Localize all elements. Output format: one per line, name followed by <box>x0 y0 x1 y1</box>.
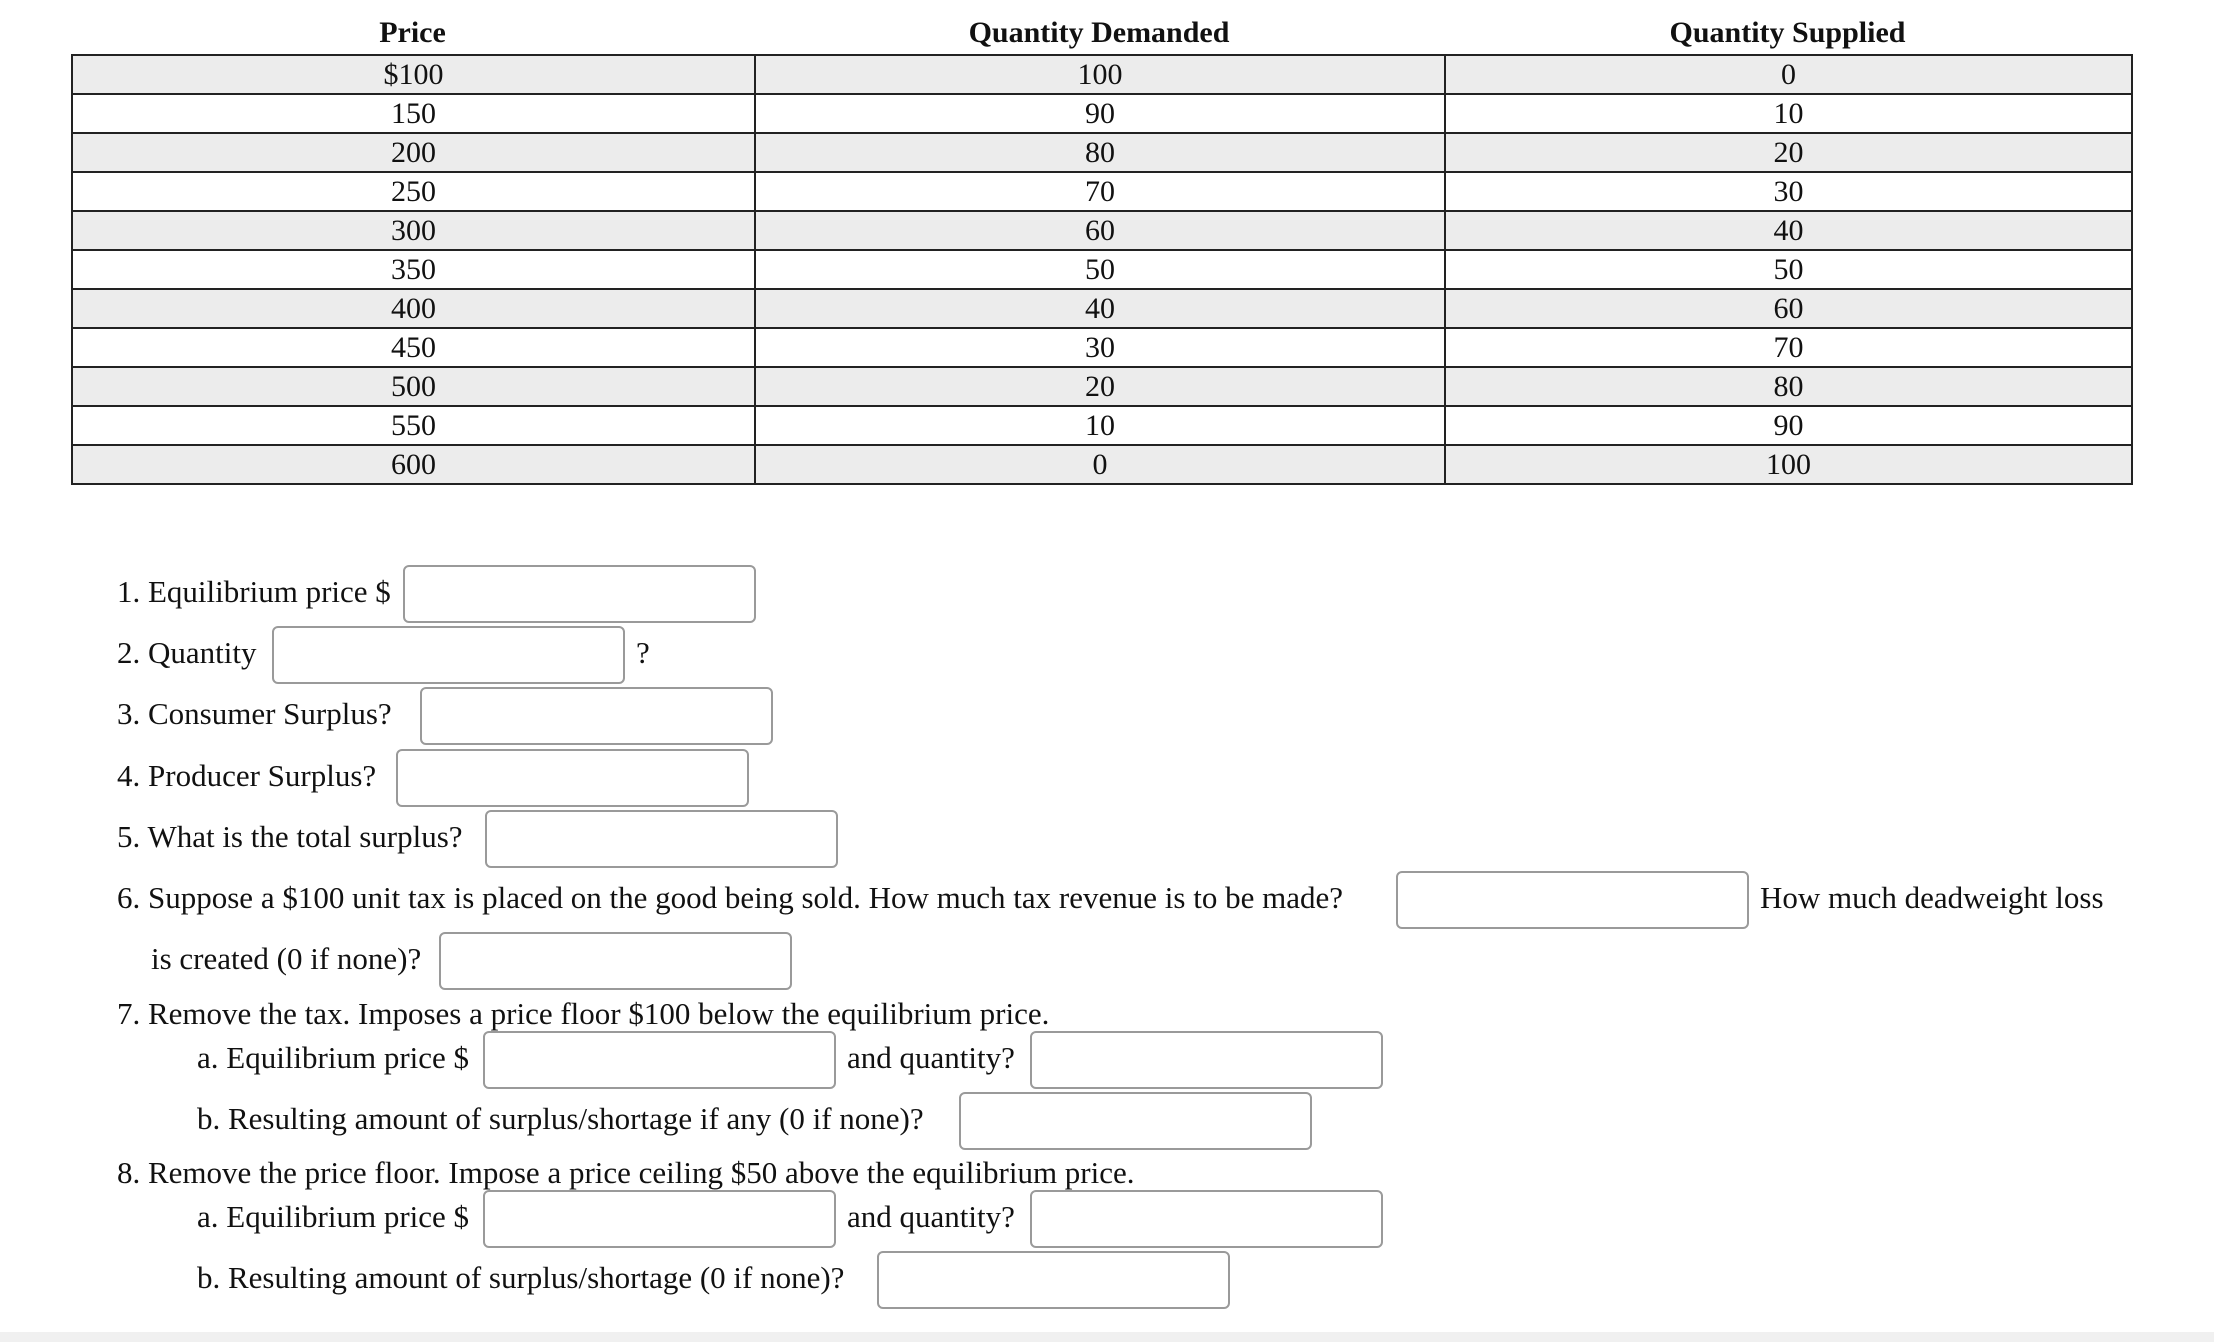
price-floor-quantity-input[interactable] <box>1030 1031 1383 1089</box>
quantity-input[interactable] <box>272 626 625 684</box>
cell-price: 550 <box>72 406 755 445</box>
cell-quantity-supplied: 30 <box>1445 172 2132 211</box>
cell-quantity-demanded: 50 <box>755 250 1445 289</box>
price-ceiling-quantity-input[interactable] <box>1030 1190 1383 1248</box>
price-ceiling-surplus-shortage-input[interactable] <box>877 1251 1230 1309</box>
question-6-label: 6. Suppose a $100 unit tax is placed on the good being sold. How much tax revenue is to be made? <box>117 880 1343 915</box>
table-row <box>72 211 2132 250</box>
data-table <box>71 54 2133 485</box>
cell-quantity-demanded: 90 <box>755 94 1445 133</box>
table-row <box>72 328 2132 367</box>
cell-quantity-demanded: 0 <box>755 445 1445 484</box>
table-row <box>72 55 2132 94</box>
question-1-label: 1. Equilibrium price $ <box>117 574 391 609</box>
cell-price: 150 <box>72 94 755 133</box>
question-2-suffix: ? <box>636 635 650 670</box>
cell-quantity-supplied: 70 <box>1445 328 2132 367</box>
table-row <box>72 406 2132 445</box>
table-row <box>72 133 2132 172</box>
question-2-label: 2. Quantity <box>117 635 257 670</box>
question-7b-label: b. Resulting amount of surplus/shortage if any (0 if none)? <box>197 1101 924 1136</box>
cell-quantity-demanded: 40 <box>755 289 1445 328</box>
cell-price: 350 <box>72 250 755 289</box>
question-7a-label: a. Equilibrium price $ <box>197 1040 470 1075</box>
price-floor-surplus-shortage-input[interactable] <box>959 1092 1312 1150</box>
cell-quantity-demanded: 70 <box>755 172 1445 211</box>
producer-surplus-input[interactable] <box>396 749 749 807</box>
cell-price: 200 <box>72 133 755 172</box>
cell-quantity-supplied: 0 <box>1445 55 2132 94</box>
total-surplus-input[interactable] <box>485 810 838 868</box>
deadweight-loss-input[interactable] <box>439 932 792 990</box>
question-4-label: 4. Producer Surplus? <box>117 758 377 793</box>
question-8b-label: b. Resulting amount of surplus/shortage (0 if none)? <box>197 1260 845 1295</box>
table-row <box>72 250 2132 289</box>
cell-quantity-supplied: 10 <box>1445 94 2132 133</box>
cell-quantity-demanded: 80 <box>755 133 1445 172</box>
question-6-deadweight-label-cont: is created (0 if none)? <box>151 941 422 976</box>
cell-quantity-demanded: 20 <box>755 367 1445 406</box>
cell-quantity-supplied: 60 <box>1445 289 2132 328</box>
table-row <box>72 445 2132 484</box>
question-8a-and-quantity: and quantity? <box>847 1199 1015 1234</box>
header-price: Price <box>379 16 446 49</box>
table-row <box>72 367 2132 406</box>
cell-quantity-demanded: 30 <box>755 328 1445 367</box>
cell-price: 250 <box>72 172 755 211</box>
price-ceiling-equilibrium-price-input[interactable] <box>483 1190 836 1248</box>
cell-price: 600 <box>72 445 755 484</box>
cell-price: 500 <box>72 367 755 406</box>
cell-quantity-demanded: 60 <box>755 211 1445 250</box>
equilibrium-price-input[interactable] <box>403 565 756 623</box>
question-3-label: 3. Consumer Surplus? <box>117 696 392 731</box>
cell-quantity-supplied: 50 <box>1445 250 2132 289</box>
page-bottom-strip <box>0 1332 2214 1342</box>
cell-price: $100 <box>72 55 755 94</box>
tax-revenue-input[interactable] <box>1396 871 1749 929</box>
question-6-deadweight-label: How much deadweight loss <box>1760 880 2104 915</box>
cell-price: 450 <box>72 328 755 367</box>
cell-quantity-supplied: 40 <box>1445 211 2132 250</box>
question-8-label: 8. Remove the price floor. Impose a price ceiling $50 above the equilibrium price. <box>117 1155 1135 1190</box>
table-row <box>72 289 2132 328</box>
cell-price: 300 <box>72 211 755 250</box>
cell-quantity-supplied: 100 <box>1445 445 2132 484</box>
cell-quantity-supplied: 20 <box>1445 133 2132 172</box>
cell-quantity-supplied: 90 <box>1445 406 2132 445</box>
cell-price: 400 <box>72 289 755 328</box>
cell-quantity-supplied: 80 <box>1445 367 2132 406</box>
table-row <box>72 94 2132 133</box>
question-8a-label: a. Equilibrium price $ <box>197 1199 470 1234</box>
cell-quantity-demanded: 100 <box>755 55 1445 94</box>
question-7-label: 7. Remove the tax. Imposes a price floor $100 below the equilibrium price. <box>117 996 1050 1031</box>
header-quantity-demanded: Quantity Demanded <box>968 16 1230 49</box>
table-header <box>71 10 2131 54</box>
table-row <box>72 172 2132 211</box>
cell-quantity-demanded: 10 <box>755 406 1445 445</box>
consumer-surplus-input[interactable] <box>420 687 773 745</box>
supply-demand-table <box>71 10 2131 485</box>
question-7a-and-quantity: and quantity? <box>847 1040 1015 1075</box>
header-quantity-supplied: Quantity Supplied <box>1669 16 1906 49</box>
price-floor-equilibrium-price-input[interactable] <box>483 1031 836 1089</box>
question-5-label: 5. What is the total surplus? <box>117 819 463 854</box>
